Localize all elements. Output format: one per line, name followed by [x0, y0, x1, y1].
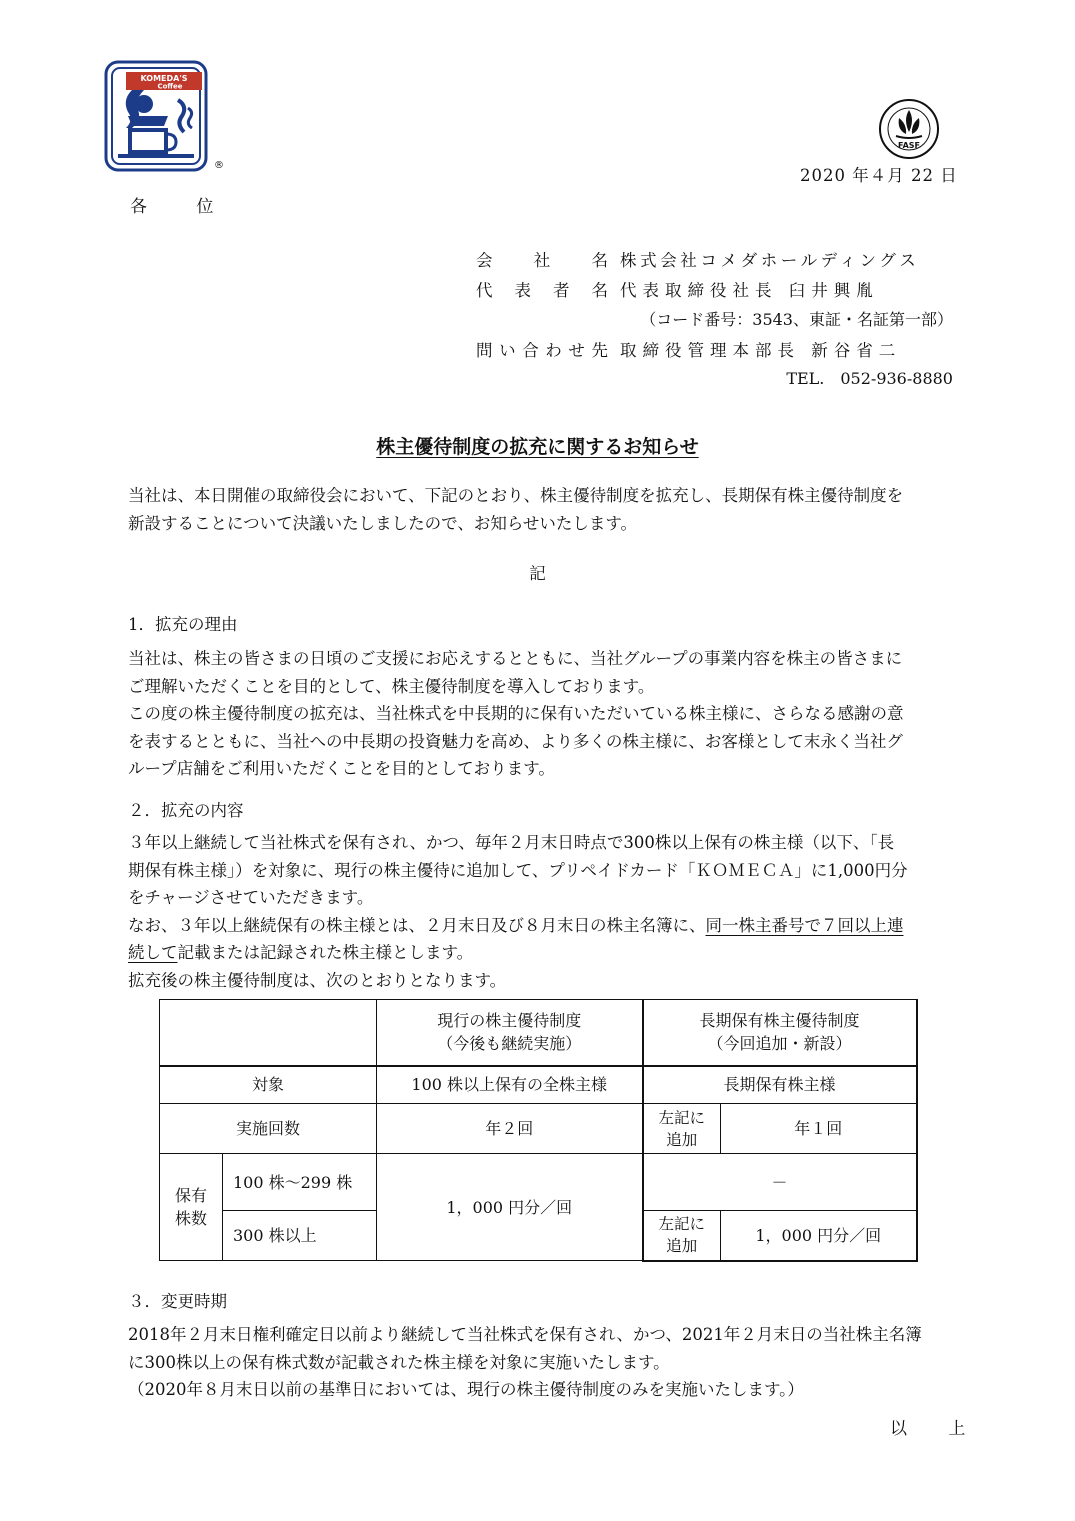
add-note-line1: 左記に	[658, 1215, 705, 1234]
stock-code: （コード番号：3543、東証・名証第一部）	[640, 310, 953, 329]
registered-mark: ®	[214, 160, 224, 171]
range1-long: －	[643, 1154, 917, 1211]
target-current: 100 株以上保有の全株主様	[377, 1066, 643, 1104]
section3-heading: ３．変更時期	[128, 1292, 227, 1311]
representative-label: 代表者名	[476, 281, 608, 300]
add-note-line1: 左記に	[658, 1108, 705, 1127]
section2-note-post: 記載または記録された株主様とします。	[177, 943, 474, 962]
times-current: 年２回	[377, 1104, 643, 1154]
fasf-logo	[878, 98, 940, 160]
section2-line: 期保有株主様」）を対象に、現行の株主優待に追加して、プリペイドカード「ＫＯＭＥＣＡ」に1,000円分	[128, 860, 908, 880]
section1-line: この度の株主優待制度の拡充は、当社株式を中長期的に保有いただいている株主様に、さらなる感謝の意	[128, 704, 904, 723]
section2-line: ３年以上継続して当社株式を保有され、かつ、毎年２月末日時点で300株以上保有の株主様（以下、「長	[128, 833, 895, 852]
section3-line: 2018年２月末日権利確定日以前より継続して当社株式を保有され、かつ、2021年２月末日の当社株主名簿	[128, 1325, 922, 1344]
header-long-line1: 長期保有株主優待制度	[699, 1011, 860, 1031]
table-row-shares-1	[160, 1154, 917, 1211]
contact-row	[476, 337, 901, 361]
company-name-value: 株式会社コメダホールディングス	[620, 251, 920, 270]
row-label-shares	[160, 1154, 223, 1261]
section2-after: 拡充後の株主優待制度は、次のとおりとなります。	[128, 970, 507, 990]
section1-line: 当社は、株主の皆さまの日頃のご支援にお応えするとともに、当社グループの事業内容を株主の皆さまに	[128, 649, 903, 668]
section2-body	[128, 829, 958, 994]
target-long: 長期保有株主様	[643, 1066, 917, 1104]
company-name-row	[476, 247, 919, 271]
section2-note-line2	[128, 939, 958, 967]
document-title	[0, 432, 1075, 459]
benefit-table	[159, 999, 918, 1262]
closing-ijo: 以 上	[890, 1419, 984, 1439]
add-note-line2: 追加	[666, 1237, 698, 1256]
section3-line: （2020年８月末日以前の基準日においては、現行の株主優待制度のみを実施いたします。）	[128, 1380, 804, 1399]
company-name-label: 会社名	[476, 251, 608, 270]
representative-row	[476, 277, 879, 301]
intro-paragraph	[128, 482, 958, 537]
add-note-line2: 追加	[666, 1130, 698, 1149]
contact-label: 問い合わせ先	[476, 341, 608, 360]
row-label-shares-line1: 保有	[174, 1186, 207, 1205]
header-current-line2: （今後も継続実施）	[437, 1034, 582, 1054]
document-date: 2020 年４月 22 日	[800, 166, 958, 185]
row-label-target: 対象	[160, 1066, 377, 1104]
table-header-row	[160, 1000, 917, 1066]
representative-value: 代表取締役社長 臼井興胤	[620, 281, 879, 300]
shares-range-1: 100 株～299 株	[223, 1154, 377, 1211]
telephone: TEL. 052-936-8880	[786, 369, 953, 388]
section2-note-line1	[128, 912, 958, 940]
amount-current: 1，000 円分／回	[377, 1154, 643, 1261]
section3-body	[128, 1321, 958, 1404]
fasf-text: FASF	[898, 141, 920, 150]
intro-line: 当社は、本日開催の取締役会において、下記のとおり、株主優待制度を拡充し、長期保有株主優待制度を	[128, 486, 904, 505]
section2-note-pre: なお、３年以上継続保有の株主様とは、２月末日及び８月末日の株主名簿に、	[128, 915, 706, 935]
section1-body	[128, 645, 958, 783]
section2-heading: ２．拡充の内容	[128, 801, 244, 820]
row-label-times: 実施回数	[160, 1104, 377, 1154]
document-title-text: 株主優待制度の拡充に関するお知らせ	[376, 436, 699, 458]
section1-line: ご理解いただくことを目的として、株主優待制度を導入しております。	[128, 676, 655, 696]
table-row-times	[160, 1104, 917, 1154]
intro-line: 新設することについて決議いたしましたので、お知らせいたします。	[128, 513, 638, 533]
shares-range-2: 300 株以上	[223, 1211, 377, 1261]
addressee: 各 位	[130, 197, 236, 217]
svg-text:KOMEDA'S: KOMEDA'S	[140, 74, 188, 83]
times-add-note	[643, 1104, 721, 1154]
contact-value: 取締役管理本部長 新谷省二	[620, 341, 902, 360]
section2-line: をチャージさせていただきます。	[128, 888, 374, 907]
header-current-system	[377, 1000, 643, 1066]
table-corner-cell	[160, 1000, 377, 1066]
section2-note-underline2: 続して	[128, 943, 178, 962]
svg-text:Coffee: Coffee	[157, 82, 183, 91]
amount-long: 1，000 円分／回	[721, 1211, 917, 1261]
section3-line: に300株以上の保有株式数が記載された株主様を対象に実施いたします。	[128, 1352, 670, 1372]
header-current-line1: 現行の株主優待制度	[437, 1011, 582, 1031]
header-long-term-system	[643, 1000, 917, 1066]
header-long-line2: （今回追加・新設）	[707, 1034, 852, 1054]
section2-note-underline1: 同一株主番号で７回以上連	[705, 915, 904, 935]
section1-line: ループ店舗をご利用いただくことを目的としております。	[128, 759, 555, 778]
komeda-logo	[104, 60, 208, 172]
table-row-target	[160, 1066, 917, 1104]
times-long: 年１回	[721, 1104, 917, 1154]
amount-add-note	[643, 1211, 721, 1261]
section1-line: を表するとともに、当社への中長期の投資魅力を高め、より多くの株主様に、お客様として末永く当社グ	[128, 731, 903, 751]
row-label-shares-line2: 株数	[174, 1209, 207, 1228]
section1-heading: 1．拡充の理由	[128, 615, 238, 634]
ki-heading: 記	[529, 564, 546, 583]
